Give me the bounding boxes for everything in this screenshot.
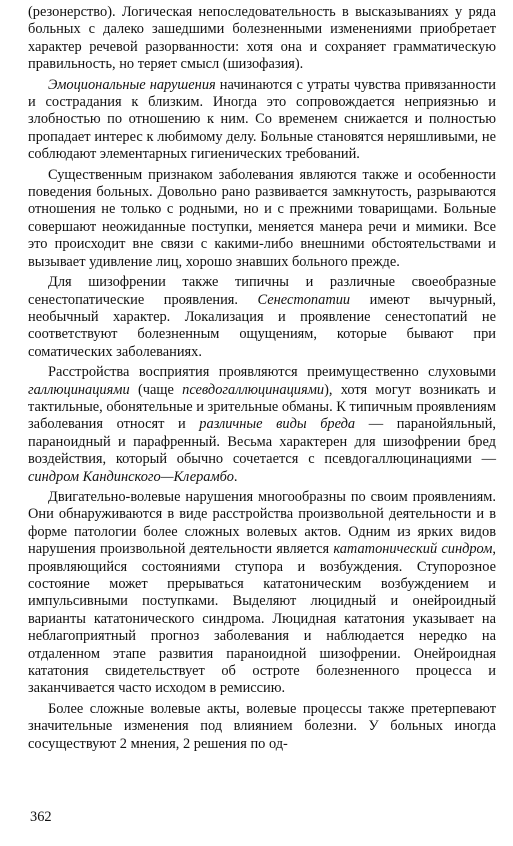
paragraph-6-text-a: Двигательно-волевые нарушения многообразны по своим проявлениям. Они обнаруживаются в виде расстройства произвольной деятельности и в форме патологии более сложных волевых актов. Одним из ярких видов нарушения произвольной деятельности является xyxy=(28,488,496,558)
term-catatonic-syndrome: кататонический синдром xyxy=(333,541,493,558)
term-emotional-disorders: Эмоциональные нарушения xyxy=(48,76,216,93)
paragraph-4 xyxy=(28,274,496,361)
paragraph-5-text-d: — паранойяльный, параноидный и парафренный. Весьма характерен для шизофрении бред воздействия, который обычно сочетается с псевдогаллюцинациями — xyxy=(28,416,497,468)
page-number: 362 xyxy=(30,809,52,825)
term-delusion-types: различные виды бреда xyxy=(199,416,356,433)
term-pseudohallucinations: псевдогаллюцинациями xyxy=(182,381,325,398)
paragraph-4-text-a: Для шизофрении также типичны и различные своеобразные сенестопатические проявления. xyxy=(28,274,496,308)
paragraph-5-text-c: ), хотя могут возникать и тактильные, обонятельные и зрительные обманы. К типичным проявлениям заболевания относят и xyxy=(28,381,496,433)
term-hallucinations: галлюцинациями xyxy=(28,381,130,398)
paragraph-5-text-b: (чаще xyxy=(129,381,183,398)
paragraph-4-text-b: имеют вычурный, необычный характер. Локализация и проявление сенестопатий не соответствуют болезненным ощущениям, которые бывают при соматических заболеваниях. xyxy=(28,291,496,360)
document-page xyxy=(28,4,496,753)
paragraph-7 xyxy=(28,701,496,753)
paragraph-5 xyxy=(28,364,496,486)
paragraph-5-text-e: . xyxy=(233,468,238,485)
paragraph-1-text: (резонерство). Логическая непоследовательность в высказываниях у ряда больных с далеко зашедшими болезненными изменениями приобретает характер речевой разорванности: хотя она и сохраняет грамматическую правильность, но теряет смысл (шизофазия). xyxy=(28,4,496,73)
term-senestopathies: Сенестопатии xyxy=(257,291,351,308)
paragraph-2 xyxy=(28,77,496,164)
paragraph-7-text: Более сложные волевые акты, волевые процессы также претерпевают значительные изменения под влиянием болезни. У больных иногда сосуществуют 2 мнения, 2 решения по од- xyxy=(28,700,496,752)
paragraph-5-text-a: Расстройства восприятия проявляются преимущественно слуховыми xyxy=(48,364,496,381)
paragraph-3 xyxy=(28,167,496,271)
term-kandinsky-syndrome: синдром Кандинского—Клерамбо xyxy=(28,468,234,485)
paragraph-2-text: начинаются с утраты чувства привязанности и сострадания к близким. Иногда это сопровождается неприязнью и злобностью по отношению к ним. Со временем снижается и полностью пропадает интерес к любимому делу. Больные становятся неряшливыми, не соблюдают элементарных гигиенических требований. xyxy=(28,76,496,163)
paragraph-6-text-b: , проявляющийся состояниями ступора и возбуждения. Ступорозное состояние может прерываться кататоническим возбуждением и импульсивными поступками. Выделяют люцидный и онейроидный варианты кататонического синдрома. Люцидная кататония указывает на неблагоприятный прогноз заболевания и наблюдается нередко на отдаленном этапе развития параноидной шизофрении. Онейроидная кататония свидетельствует об остроте болезненного процесса и заканчивается часто исходом в ремиссию. xyxy=(28,541,496,697)
paragraph-3-text: Существенным признаком заболевания являются также и особенности поведения больных. Довольно рано развивается замкнутость, разрываются отношения не только с родными, но и с прежними товарищами. Больные совершают неожиданные поступки, меняется манера речи и мимики. Все это происходит вне связи с какими-либо внешними обстоятельствами и вызывает удивление лиц, хорошо знавших больного прежде. xyxy=(28,166,496,270)
paragraph-6 xyxy=(28,489,496,698)
paragraph-1 xyxy=(28,4,496,74)
